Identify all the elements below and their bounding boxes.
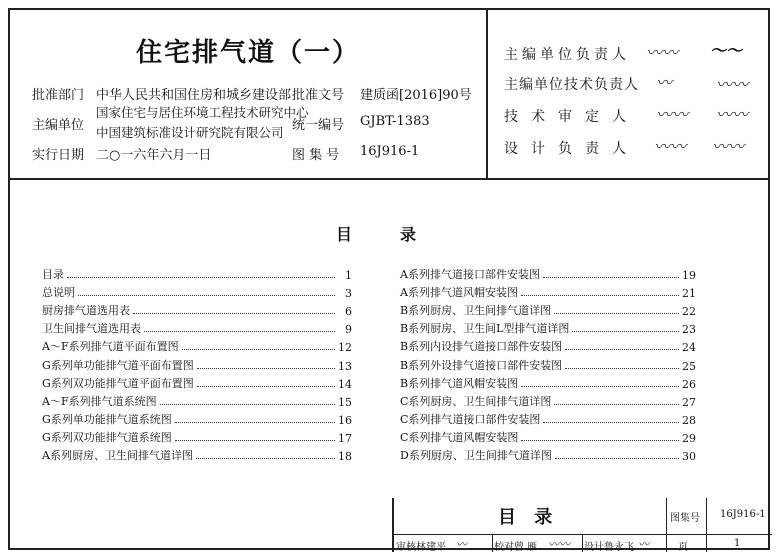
toc-entry-leader [521, 386, 679, 387]
toc-entry [400, 391, 696, 409]
toc-entry-title: G系列单功能排气道平面布置图 [42, 358, 194, 372]
toc-entry-leader [572, 331, 679, 332]
toc-entry-leader [175, 440, 335, 441]
signature-tech-lead-2: 〰〰 [716, 75, 749, 94]
toc-entry-leader [554, 313, 679, 314]
approval-dept: 中华人民共和国住房和城乡建设部 [96, 88, 292, 103]
resp-label-tech-review: 技术审定人 [504, 109, 639, 125]
toc-entry-page: 6 [345, 305, 352, 319]
title-block-page-label: 页 [678, 542, 688, 553]
toc-entry [42, 373, 352, 391]
title-block-check-signature: 〰〰 [548, 538, 570, 551]
toc-entry-title: G系列双功能排气道平面布置图 [42, 376, 194, 390]
toc-entry-leader [543, 277, 679, 278]
atlas-no-label: 图 集 号 [292, 148, 340, 163]
toc-entry-page: 13 [338, 359, 352, 373]
toc-heading-right: 录 [400, 225, 417, 244]
toc-entry-title: 总说明 [42, 286, 75, 300]
toc-entry [400, 445, 696, 463]
toc-entry-page: 16 [338, 413, 352, 427]
approval-doc-label: 批准文号 [292, 88, 345, 103]
toc-entry-page: 14 [338, 377, 352, 391]
toc-entry [400, 264, 696, 282]
toc-entry [42, 318, 352, 336]
toc-entry-leader [555, 458, 679, 459]
toc-entry-page: 29 [682, 431, 696, 445]
toc-entry-title: B系列外设排气道接口部件安装图 [400, 358, 563, 372]
toc-entry-leader [160, 404, 335, 405]
toc-entry [400, 373, 696, 391]
toc-entry [42, 409, 352, 427]
toc-entry-title: B系列排气道风帽安装图 [400, 376, 519, 390]
toc-entry-leader [197, 386, 335, 387]
toc-entry-page: 23 [682, 323, 696, 337]
impl-date-label: 实行日期 [32, 148, 85, 163]
toc-entry [42, 445, 352, 463]
toc-entry-title: A系列厨房、卫生间排气道详图 [42, 449, 193, 463]
toc-entry-page: 9 [345, 323, 352, 337]
header-vertical-divider [486, 10, 488, 178]
signature-chief-editor-1: 〰〰 [646, 43, 679, 62]
toc-entry [400, 427, 696, 445]
toc-entry-page: 30 [682, 450, 696, 464]
title-block-title: 目 录 [498, 507, 559, 528]
toc-entry-title: A～F系列排气道平面布置图 [42, 340, 179, 354]
atlas-no: 16J916-1 [360, 144, 420, 159]
toc-entry-page: 25 [682, 359, 696, 373]
page-title: 住宅排气道（一） [136, 38, 361, 68]
toc-entry-page: 17 [338, 431, 352, 445]
approval-dept-label: 批准部门 [32, 88, 85, 103]
title-block-design-name: 鲁永飞 [604, 542, 634, 553]
toc-entry-page: 18 [338, 450, 352, 464]
toc-entry-title: 卫生间排气道选用表 [42, 322, 141, 336]
signature-tech-review-1: 〰〰 [656, 105, 689, 124]
title-block-design-label: 设计 [584, 542, 604, 553]
toc-entry-leader [521, 295, 679, 296]
approval-doc: 建质函[2016]90号 [360, 88, 472, 103]
toc-entry-title: 目录 [42, 268, 64, 282]
toc-entry-title: B系列厨房、卫生间排气道详图 [400, 304, 552, 318]
title-block-atlas-value: 16J916-1 [720, 509, 766, 520]
toc-right-column [400, 264, 696, 463]
toc-entry-title: B系列内设排气道接口部件安装图 [400, 340, 563, 354]
toc-entry-title: C系列排气道风帽安装图 [400, 430, 519, 444]
toc-entry-leader [554, 404, 679, 405]
toc-entry-leader [543, 422, 679, 423]
toc-entry [42, 264, 352, 282]
editor-line2: 中国建筑标准设计研究院有限公司 [96, 125, 284, 140]
unified-no-label: 统一编号 [292, 118, 345, 133]
title-block-check-label: 校对 [494, 542, 514, 553]
resp-label-design-lead: 设计负责人 [504, 141, 639, 157]
toc-entry-leader [175, 422, 335, 423]
toc-entry-page: 12 [338, 341, 352, 355]
toc-entry-page: 22 [682, 305, 696, 319]
signature-design-lead-2: 〰〰 [712, 137, 745, 156]
toc-entry [42, 282, 352, 300]
toc-entry-leader [521, 440, 679, 441]
toc-entry-page: 26 [682, 377, 696, 391]
toc-entry-title: D系列厨房、卫生间排气道详图 [400, 449, 552, 463]
toc-entry-leader [78, 295, 335, 296]
toc-heading-left: 目 [336, 225, 353, 244]
toc-entry-leader [196, 458, 335, 459]
toc-entry [400, 409, 696, 427]
toc-entry-title: 厨房排气道选用表 [42, 304, 130, 318]
toc-entry-title: C系列排气道接口部件安装图 [400, 412, 541, 426]
toc-entry-leader [144, 331, 335, 332]
title-block-review-signature: 〰 [456, 538, 467, 551]
impl-date: 二○一六年六月一日 [96, 148, 212, 163]
toc-entry-page: 15 [338, 395, 352, 409]
toc-entry-title: C系列厨房、卫生间排气道详图 [400, 394, 552, 408]
resp-label-chief-editor: 主编单位负责人 [504, 47, 630, 63]
drawing-sheet [8, 8, 770, 553]
toc-entry [42, 300, 352, 318]
toc-entry-title: G系列双功能排气道系统图 [42, 430, 172, 444]
toc-entry [42, 427, 352, 445]
signature-design-lead-1: 〰〰 [654, 137, 687, 156]
toc-entry-page: 19 [682, 269, 696, 283]
toc-entry [42, 354, 352, 372]
toc-left-column [42, 264, 352, 463]
title-block-review-label: 审核 [396, 542, 416, 553]
toc-entry-leader [197, 368, 335, 369]
editor-label: 主编单位 [32, 118, 85, 133]
toc-entry [42, 336, 352, 354]
resp-label-tech-lead: 主编单位技术负责人 [504, 77, 639, 93]
toc-entry-page: 27 [682, 395, 696, 409]
title-block-page-value: 1 [734, 538, 741, 549]
toc-entry-leader [565, 349, 679, 350]
toc-entry-page: 1 [345, 269, 352, 283]
toc-entry [400, 318, 696, 336]
unified-no: GJBT-1383 [360, 114, 430, 129]
editor-line1: 国家住宅与居住环境工程技术研究中心 [96, 105, 309, 120]
signature-chief-editor-2: 〜〜 [710, 41, 743, 60]
toc-entry-leader [67, 277, 335, 278]
title-block-review-name: 林建平 [416, 542, 446, 553]
toc-entry-title: A系列排气道接口部件安装图 [400, 268, 540, 282]
header-divider [10, 178, 768, 180]
toc-entry [400, 354, 696, 372]
title-block-atlas-label: 图集号 [670, 513, 700, 524]
toc-entry-page: 21 [682, 287, 696, 301]
title-block-check-name: 曾 雁 [514, 542, 538, 553]
toc-entry-page: 28 [682, 413, 696, 427]
toc-entry-leader [133, 313, 335, 314]
toc-entry [400, 282, 696, 300]
toc-entry [400, 336, 696, 354]
toc-entry [400, 300, 696, 318]
toc-entry [42, 391, 352, 409]
toc-entry-title: A～F系列排气道系统图 [42, 394, 157, 408]
signature-tech-lead-1: 〰 [656, 73, 673, 92]
toc-entry-title: A系列排气道风帽安装图 [400, 286, 518, 300]
title-block [392, 498, 772, 552]
toc-entry-title: B系列厨房、卫生间L型排气道详图 [400, 322, 570, 336]
toc-entry-page: 3 [345, 287, 352, 301]
signature-tech-review-2: 〰〰 [716, 105, 749, 124]
toc-entry-page: 24 [682, 341, 696, 355]
toc-entry-title: G系列单功能排气道系统图 [42, 412, 172, 426]
toc-entry-leader [182, 349, 335, 350]
toc-entry-leader [565, 368, 679, 369]
title-block-design-signature: 〰 [638, 538, 649, 551]
